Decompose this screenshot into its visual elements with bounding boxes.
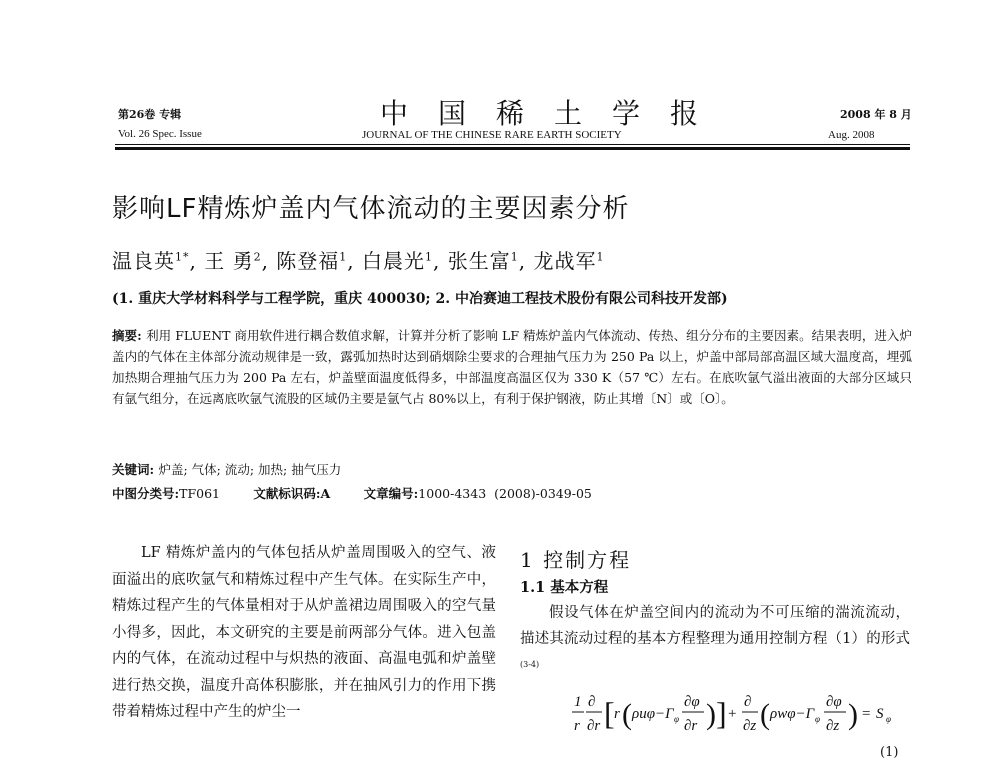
svg-text:]: ] bbox=[716, 695, 727, 731]
svg-text:=: = bbox=[862, 706, 871, 722]
citation: (3-4) bbox=[520, 660, 540, 669]
volume-label-cn: 第26卷 专辑 bbox=[118, 108, 182, 121]
author-mark: 2 bbox=[253, 250, 262, 264]
svg-text:+: + bbox=[728, 706, 737, 722]
author-name: 龙战军 bbox=[533, 249, 597, 273]
section-heading: 1 控制方程 bbox=[520, 548, 632, 572]
svg-text:∂: ∂ bbox=[744, 694, 752, 710]
author-name: 白晨光 bbox=[362, 249, 426, 273]
author-list: 温良英$^{1*}$, 王 勇$^2$, 陈登福$^1$, 白晨光$^1$, 张生富$^1$, 龙战军$^1$ bbox=[112, 249, 605, 273]
issue-date-cn: 2008 年 8 月 bbox=[840, 108, 912, 121]
journal-title-en: JOURNAL OF THE CHINESE RARE EARTH SOCIETY bbox=[362, 129, 622, 141]
author-mark: 1 bbox=[596, 250, 605, 264]
svg-text:∂z: ∂z bbox=[743, 718, 757, 734]
header-rule-thin bbox=[115, 144, 910, 145]
svg-text:(: ( bbox=[622, 698, 632, 731]
doc-code-label: 文献标识码: bbox=[253, 486, 321, 501]
svg-text:1: 1 bbox=[574, 694, 582, 710]
svg-text:∂z: ∂z bbox=[826, 718, 840, 734]
volume-label-en: Vol. 26 Spec. Issue bbox=[118, 128, 202, 140]
svg-text:(: ( bbox=[760, 698, 770, 731]
svg-text:r: r bbox=[614, 706, 620, 722]
subsection-heading: 1.1 基本方程 bbox=[520, 579, 609, 596]
equation-intro-paragraph bbox=[520, 600, 910, 682]
svg-text:ρwφ−Γ: ρwφ−Γ bbox=[770, 706, 815, 722]
article-no-label: 文章编号: bbox=[363, 486, 419, 501]
svg-text:φ: φ bbox=[815, 714, 820, 724]
keywords-text: 炉盖; 气体; 流动; 加热; 抽气压力 bbox=[158, 462, 342, 477]
clc-label: 中图分类号: bbox=[112, 486, 180, 501]
svg-text:φ: φ bbox=[886, 714, 891, 724]
svg-text:r: r bbox=[574, 718, 580, 734]
author-name: 王 勇 bbox=[204, 249, 254, 273]
author-mark: 1 bbox=[425, 250, 434, 264]
intro-paragraph: LF 精炼炉盖内的气体包括从炉盖周围吸入的空气、液面溢出的底吹氩气和精炼过程中产生气体。在实际生产中，精炼过程产生的气体量相对于从炉盖裙边周围吸入的空气量小得多，因此，本文研究的主要是前两部分气体。进入包盖内的气体，在流动过程中与炽热的液面、高温电弧和炉盖壁进行热交换，温度升高体积膨胀，并在抽风引力的作用下携带着精炼过程中产生的炉尘一 bbox=[112, 545, 496, 720]
author-mark: 1 bbox=[510, 250, 519, 264]
equation-number: (1) bbox=[880, 745, 899, 760]
svg-text:): ) bbox=[706, 698, 716, 731]
body-left-column bbox=[112, 540, 496, 726]
doc-code-value: A bbox=[320, 486, 331, 501]
svg-text:ρuφ−Γ: ρuφ−Γ bbox=[632, 706, 674, 722]
classification-line bbox=[112, 484, 592, 502]
affiliation: (1. 重庆大学材料科学与工程学院，重庆 400030; 2. 中冶赛迪工程技术股份有限公司科技开发部) bbox=[112, 291, 728, 307]
svg-text:S: S bbox=[876, 706, 884, 722]
abstract-text: 利用 FLUENT 商用软件进行耦合数值求解，计算并分析了影响 LF 精炼炉盖内气体流动、传热、组分分布的主要因素。结果表明，进入炉盖内的气体在主体部分流动规律是一致，露弧加热时达到硝烟除尘要求的合理抽气压力为 250 Pa 以上，炉盖中部局部高温区域大温度高，埋弧加热期合理抽气压力为 200 Pa 左右，炉盖壁面温度低得多，中部温度高温区仅为 330 K（57 ℃）左右。在底吹氩气溢出液面的大部分区域只有氩气组分，在远离底吹氩气流股的区域仍主要是氩气占 80%以上，有利于保护钢液，防止其增〔N〕或〔O〕。 bbox=[112, 328, 912, 406]
keywords-label: 关键词: bbox=[112, 462, 155, 477]
author-mark: 1* bbox=[175, 250, 190, 264]
svg-text:∂φ: ∂φ bbox=[684, 694, 700, 710]
svg-text:∂φ: ∂φ bbox=[826, 694, 842, 710]
svg-text:φ: φ bbox=[674, 714, 679, 724]
article-title: 影响LF精炼炉盖内气体流动的主要因素分析 bbox=[112, 194, 630, 224]
author-name: 陈登福 bbox=[276, 249, 340, 273]
abstract bbox=[112, 325, 912, 409]
svg-text:∂r: ∂r bbox=[684, 718, 698, 734]
header-rule-thick bbox=[115, 147, 910, 150]
svg-text:∂: ∂ bbox=[588, 694, 596, 710]
equation-intro-text: 假设气体在炉盖空间内的流动为不可压缩的湍流流动，描述其流动过程的基本方程整理为通用控制方程（1）的形式 bbox=[520, 605, 910, 647]
journal-title-cn: 中国稀土学报 bbox=[380, 97, 729, 130]
governing-equation bbox=[572, 686, 902, 744]
svg-text:): ) bbox=[848, 698, 858, 731]
author-mark: 1 bbox=[339, 250, 348, 264]
abstract-label: 摘要: bbox=[112, 328, 142, 343]
author-name: 张生富 bbox=[447, 249, 511, 273]
author-name: 温良英 bbox=[112, 249, 175, 273]
issue-date-en: Aug. 2008 bbox=[828, 129, 875, 141]
keywords bbox=[112, 460, 341, 478]
svg-text:[: [ bbox=[604, 695, 615, 731]
clc-value: TF061 bbox=[179, 486, 220, 501]
body-right-column bbox=[520, 600, 910, 682]
svg-text:∂r: ∂r bbox=[587, 718, 601, 734]
article-no-value: 1000-4343 (2008)-0349-05 bbox=[418, 486, 592, 501]
